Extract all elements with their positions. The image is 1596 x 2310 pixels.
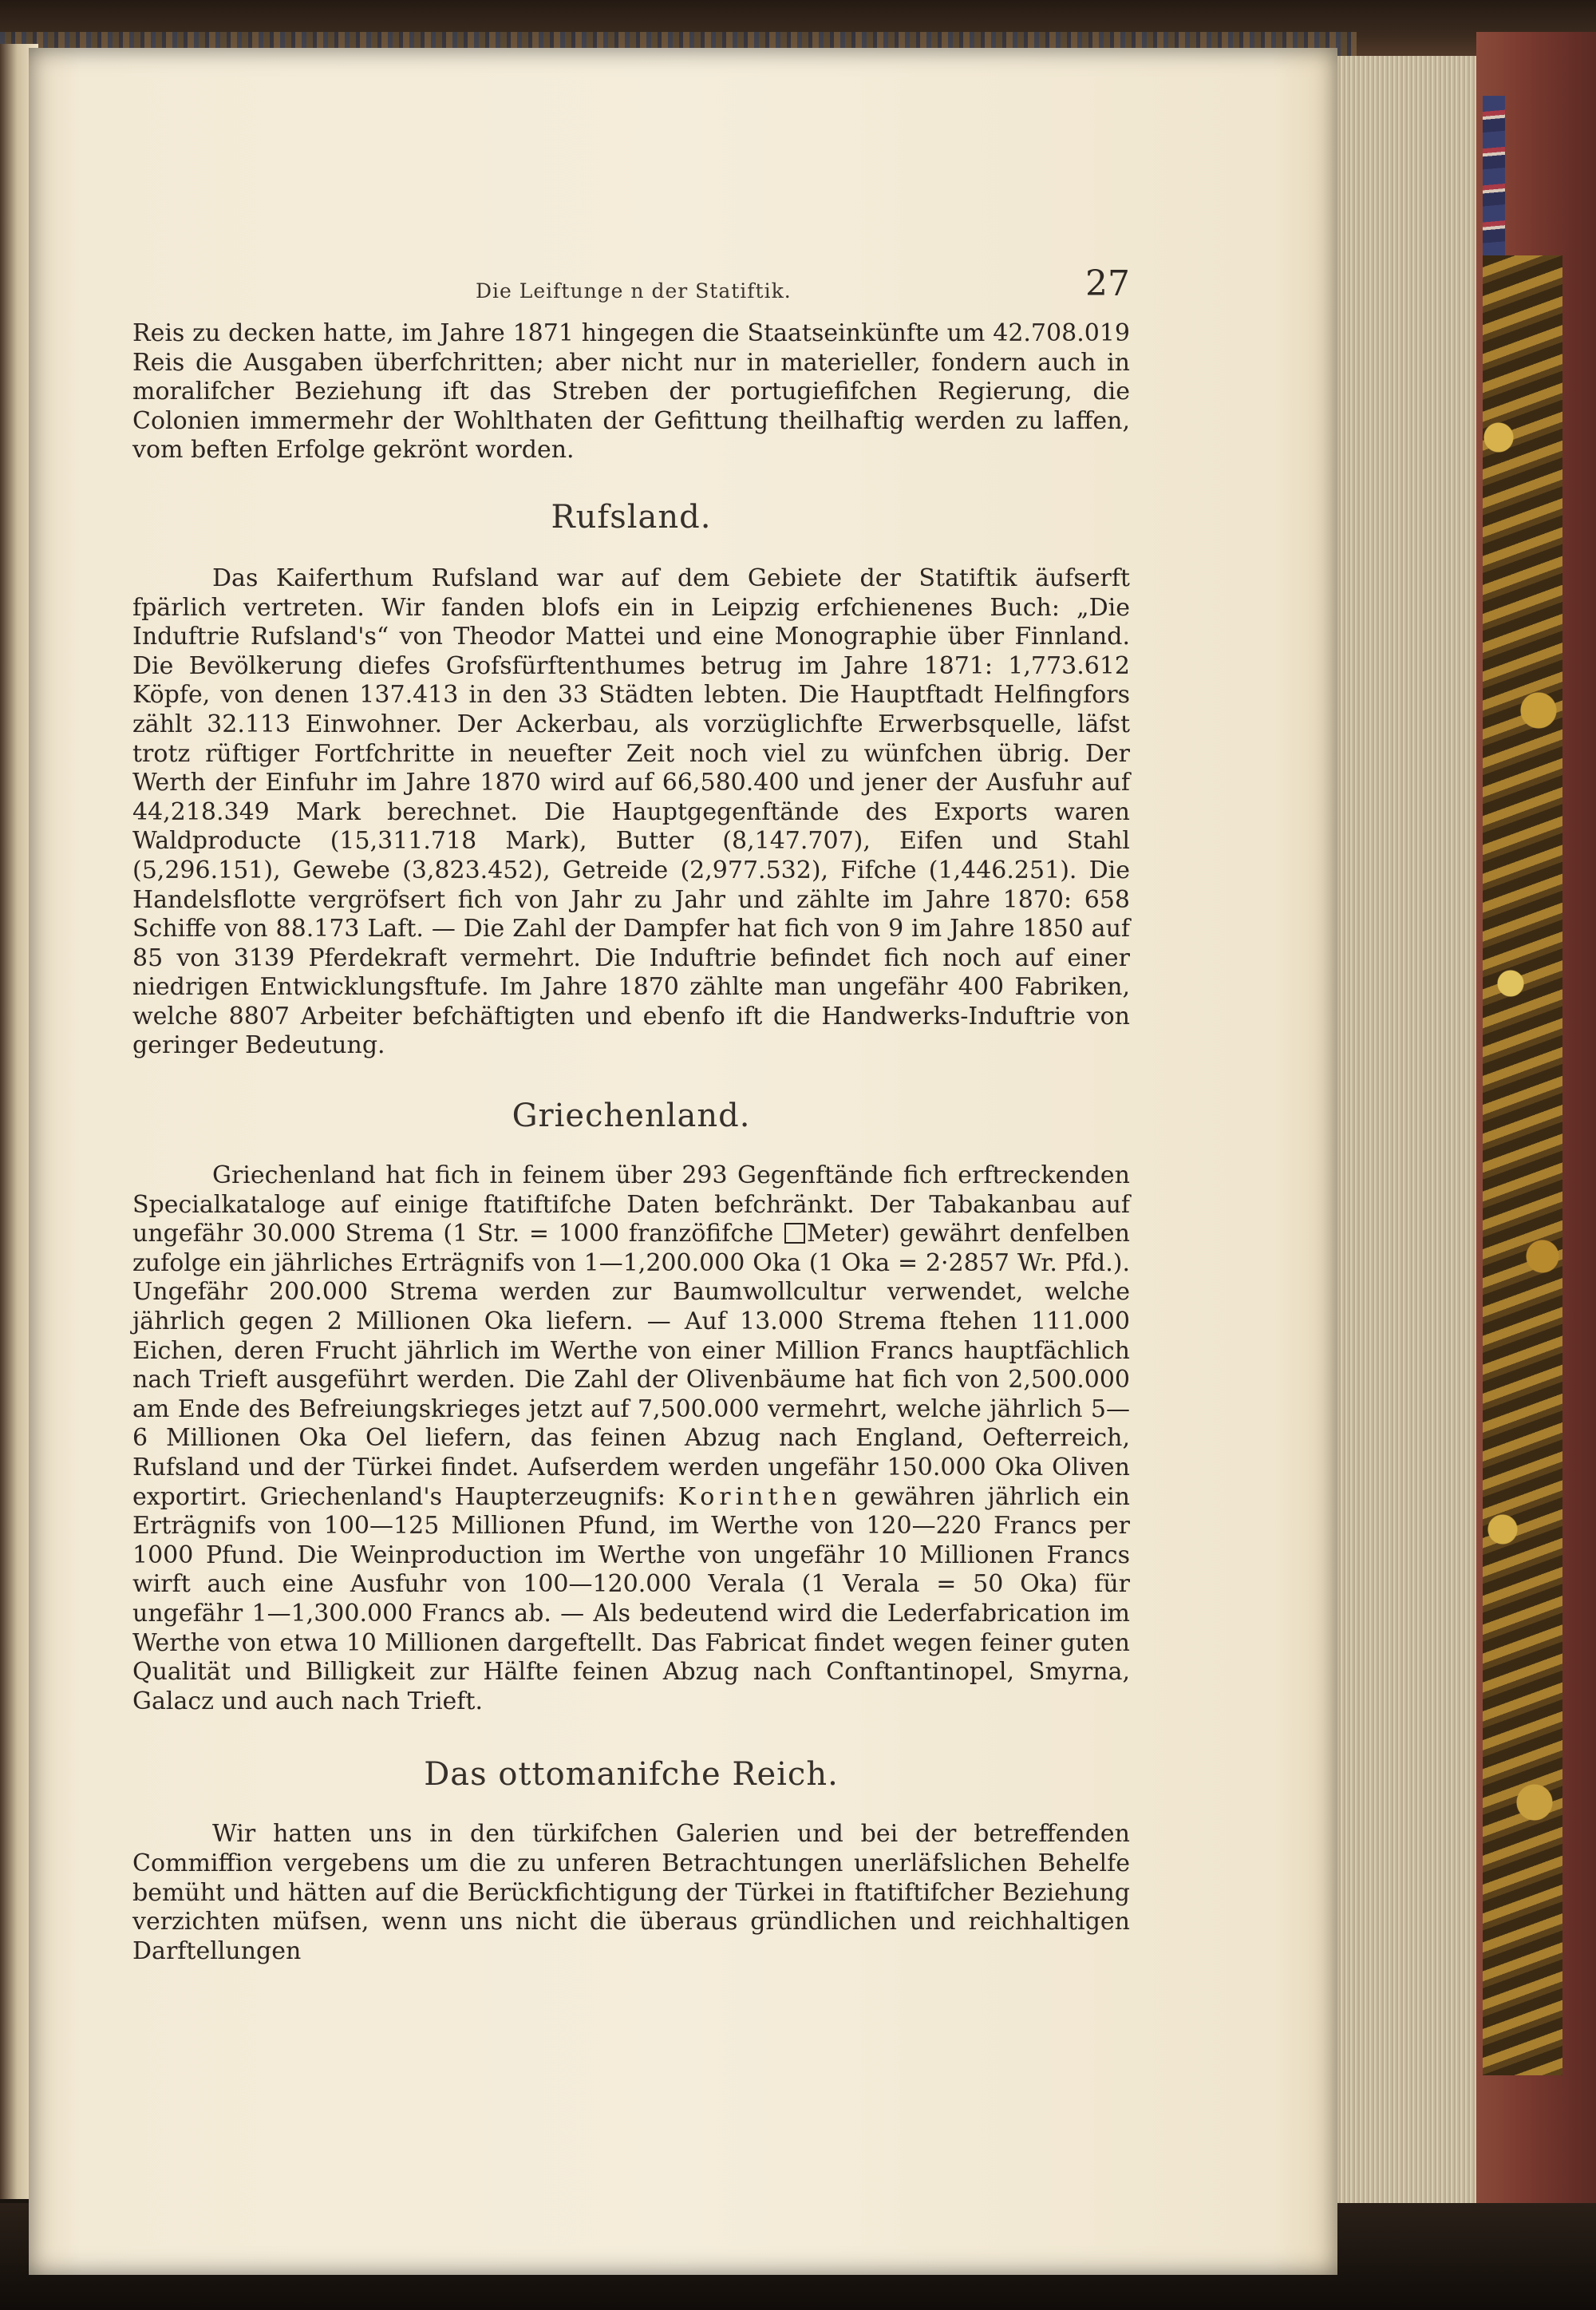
running-head [132,263,1130,311]
paragraph-griechenland [132,1161,1130,1716]
page-number: 27 [1085,263,1130,304]
paragraph-griechenland-part-b: gewähren jährlich ein Erträgnifs von 100—125 Millionen Pfund, im Werthe von 120—220 Francs per 1000 Pfund. Die Weinproduction im Werthe von ungefähr 10 Millionen Francs wirft auch eine Ausfuhr von 100—120.000 Verala (1 Verala = 50 Oka) für ungefähr 1—1,300.000 Francs ab. — Als bedeutend wird die Lederfabrication im Werthe von etwa 10 Millionen dargeftellt. Das Fabricat findet wegen feiner guten Qualität und Billigkeit zur Hälfte feinen Abzug nach Conftantinopel, Smyrna, Galacz und auch nach Trieft. [132,1482,1130,1715]
square-symbol-icon [784,1223,805,1244]
section-title-griechenland: Griechenland. [512,1098,751,1135]
paragraph-ottoman: Wir hatten uns in den türkifchen Galerien und bei der betreffenden Commiffion vergebens um die zu unferen Betrachtungen unerläfslichen Behelfe bemüht und hätten auf die Berückfichtigung der Türkei in ftatiftifcher Beziehung verzichten müfsen, wenn uns nicht die überaus gründlichen und reichhaltigen Darftellungen [132,1820,1130,1965]
running-head-title: Die Leiftunge n der Statiftik. [476,279,792,303]
marbled-endpaper [1483,255,1562,2075]
intro-paragraph: Reis zu decken hatte, im Jahre 1871 hingegen die Staatseinkünfte um 42.708.019 Reis die Ausgaben überfchritten; aber nicht nur in materieller, fondern auch in moralifcher Beziehung ift das Streben der portugiefifchen Regierung, die Colonien immermehr der Wohlthaten der Gefittung theilhaftig werden zu laffen, vom beften Erfolge gekrönt worden. [132,319,1130,465]
page-content [132,263,1130,1966]
spaced-word-korinthen: Korinthen [678,1482,842,1511]
section-title-ottoman: Das ottomanifche Reich. [424,1756,839,1794]
paragraph-russland: Das Kaiferthum Rufsland war auf dem Gebiete der Statiftik äufserft fpärlich vertreten. Wir fanden blofs ein in Leipzig erfchienenes Buch: „Die Induftrie Rufsland's“ von Theodor Mattei und eine Monographie über Finnland. Die Bevölkerung diefes Grofsfürftenthumes betrug im Jahre 1871: 1,773.612 Köpfe, von denen 137.413 in den 33 Städten lebten. Die Hauptftadt Helfingfors zählt 32.113 Einwohner. Der Ackerbau, als vorzüglichfte Erwerbsquelle, läfst trotz rüftiger Fortfchritte in neuefter Zeit noch viel zu wünfchen übrig. Der Werth der Einfuhr im Jahre 1870 wird auf 66,580.400 und jener der Ausfuhr auf 44,218.349 Mark berechnet. Die Hauptgegenftände des Exports waren Waldproducte (15,311.718 Mark), Butter (8,147.707), Eifen und Stahl (5,296.151), Gewebe (3,823.452), Getreide (2,977.532), Fifche (1,446.251). Die Handelsflotte vergröfsert fich von Jahr zu Jahr und zählte im Jahre 1870: 658 Schiffe von 88.173 Laft. — Die Zahl der Dampfer hat fich von 9 im Jahre 1850 auf 85 von 3139 Pferdekraft vermehrt. Die Induftrie befindet fich noch auf einer niedrigen Entwicklungsftufe. Im Jahre 1870 zählte man ungefähr 400 Fabriken, welche 8807 Arbeiter befchäftigten und ebenfo ift die Handwerks-Induftrie von geringer Bedeutung. [132,564,1130,1060]
section-title-russland: Rufsland. [551,498,712,536]
paragraph-griechenland-part-a: Griechenland hat fich in feinem über 293 Gegenftände fich erftreckenden Specialkataloge auf einige ftatiftifche Daten befchränkt. Der Tabakanbau auf ungefähr 30.000 Strema (1 Str. = 1000 franzöfifche [132,1161,1130,1248]
page-fore-edge [1334,56,1476,2203]
paragraph-griechenland-part-box: Meter) gewährt denfelben zufolge ein jährliches Erträgnifs von 1—1,200.000 Oka (1 Oka = 2·2857 Wr. Pfd.). Ungefähr 200.000 Strema werden zur Baumwollcultur verwendet, welche jährlich gegen 2 Millionen Oka liefern. — Auf 13.000 Strema ftehen 111.000 Eichen, deren Frucht jährlich im Werthe von einer Million Francs hauptfächlich nach Trieft ausgeführt werden. Die Zahl der Olivenbäume hat fich von 2,500.000 am Ende des Befreiungskrieges jetzt auf 7,500.000 vermehrt, welche jährlich 5—6 Millionen Oka Oel liefern, das feinen Abzug nach England, Oefterreich, Rufsland und der Türkei findet. Aufserdem werden ungefähr 150.000 Oka Oliven exportirt. Griechenland's Haupterzeugnifs: [132,1220,1130,1511]
